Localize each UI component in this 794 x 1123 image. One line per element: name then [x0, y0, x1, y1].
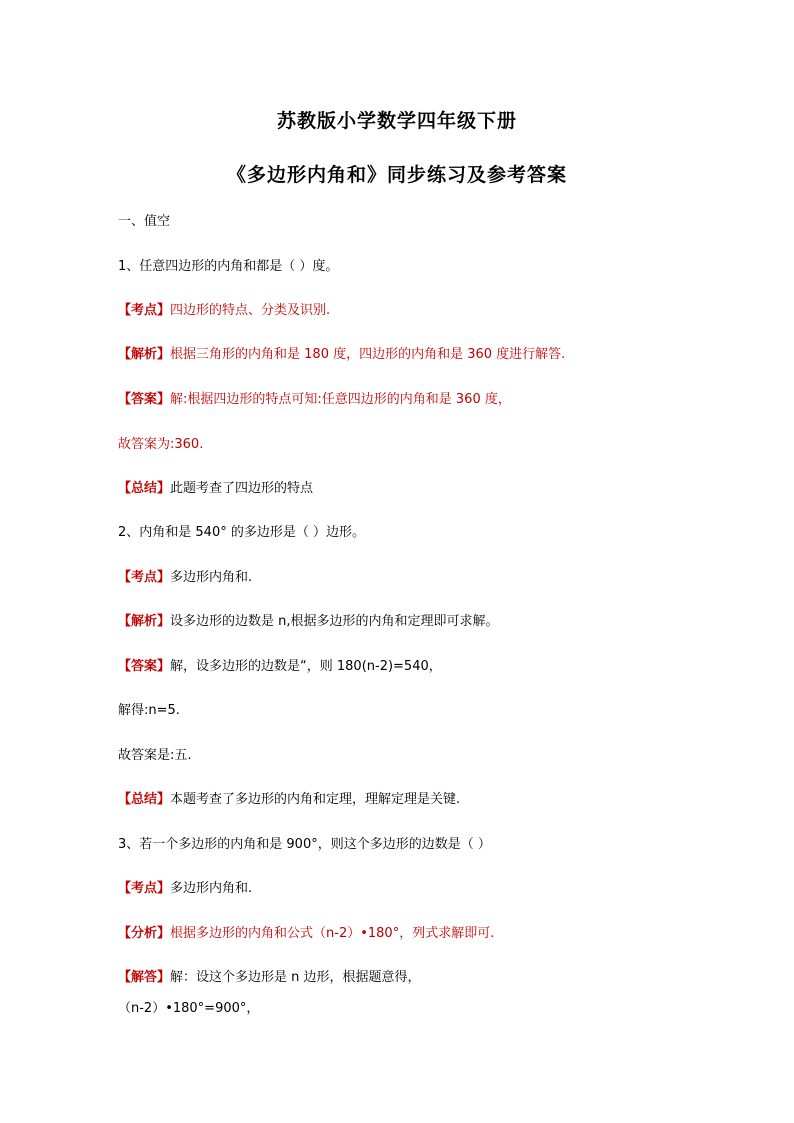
jiexi-tag: 【解析】: [118, 614, 171, 629]
q3-jieda: [118, 970, 421, 986]
kaodian-text: 多边形内角和.: [170, 570, 253, 585]
question-2-text: 2、内角和是 540° 的多边形是（ ）边形。: [118, 525, 365, 540]
daan-tag: 【答案】: [118, 659, 171, 674]
q1-daan-continued: 故答案为:360.: [118, 437, 204, 452]
kaodian-text: 多边形内角和.: [170, 881, 253, 896]
document-title: 苏教版小学数学四年级下册: [276, 110, 517, 132]
q3-kaodian: [118, 881, 252, 897]
kaodian-text: 四边形的特点、分类及识别.: [170, 303, 331, 318]
question-1-text: 1、任意四边形的内角和都是（ ）度。: [118, 259, 339, 274]
question-3-text: 3、若一个多边形的内角和是 900°，则这个多边形的边数是（ ）: [118, 837, 491, 852]
q2-daan-continued: 解得:n=5.: [118, 703, 180, 718]
section-heading: 一、值空: [118, 214, 171, 229]
jiexi-tag: 【解析】: [118, 347, 171, 362]
daan-tag: 【答案】: [118, 392, 171, 407]
daan-text: 解，设多边形的边数是“，则 180(n-2)=540，: [170, 659, 442, 674]
kaodian-tag: 【考点】: [118, 881, 171, 896]
jieda-tag: 【解答】: [118, 970, 171, 985]
q1-kaodian: [118, 303, 330, 319]
jiexi-text: 设多边形的边数是 n,根据多边形的内角和定理即可求解。: [170, 614, 499, 629]
jieda-text: 解：设这个多边形是 n 边形，根据题意得，: [170, 970, 421, 985]
q2-daan: [118, 659, 442, 675]
q2-kaodian: [118, 570, 252, 586]
zongjie-tag: 【总结】: [118, 792, 171, 807]
q2-zongjie: [118, 792, 460, 808]
q3-jieda-equation: （n-2）•180°=900°，: [118, 1001, 260, 1016]
document-subtitle: 《多边形内角和》同步练习及参考答案: [226, 164, 567, 186]
kaodian-tag: 【考点】: [118, 303, 171, 318]
q1-zongjie: [118, 481, 313, 497]
zongjie-text: 本题考查了多边形的内角和定理，理解定理是关键.: [170, 792, 461, 807]
q2-jiexi: [118, 614, 499, 630]
q2-daan-result: 故答案是:五.: [118, 748, 192, 763]
q1-daan: [118, 392, 511, 408]
fenxi-tag: 【分析】: [118, 926, 171, 941]
zongjie-tag: 【总结】: [118, 481, 171, 496]
fenxi-text: 根据多边形的内角和公式（n-2）•180°，列式求解即可.: [170, 926, 495, 941]
daan-text: 解:根据四边形的特点可知:任意四边形的内角和是 360 度，: [170, 392, 511, 407]
jiexi-text: 根据三角形的内角和是 180 度，四边形的内角和是 360 度进行解答.: [170, 347, 566, 362]
kaodian-tag: 【考点】: [118, 570, 171, 585]
zongjie-text: 此题考查了四边形的特点: [170, 481, 314, 496]
q3-fenxi: [118, 926, 494, 942]
q1-jiexi: [118, 347, 565, 363]
